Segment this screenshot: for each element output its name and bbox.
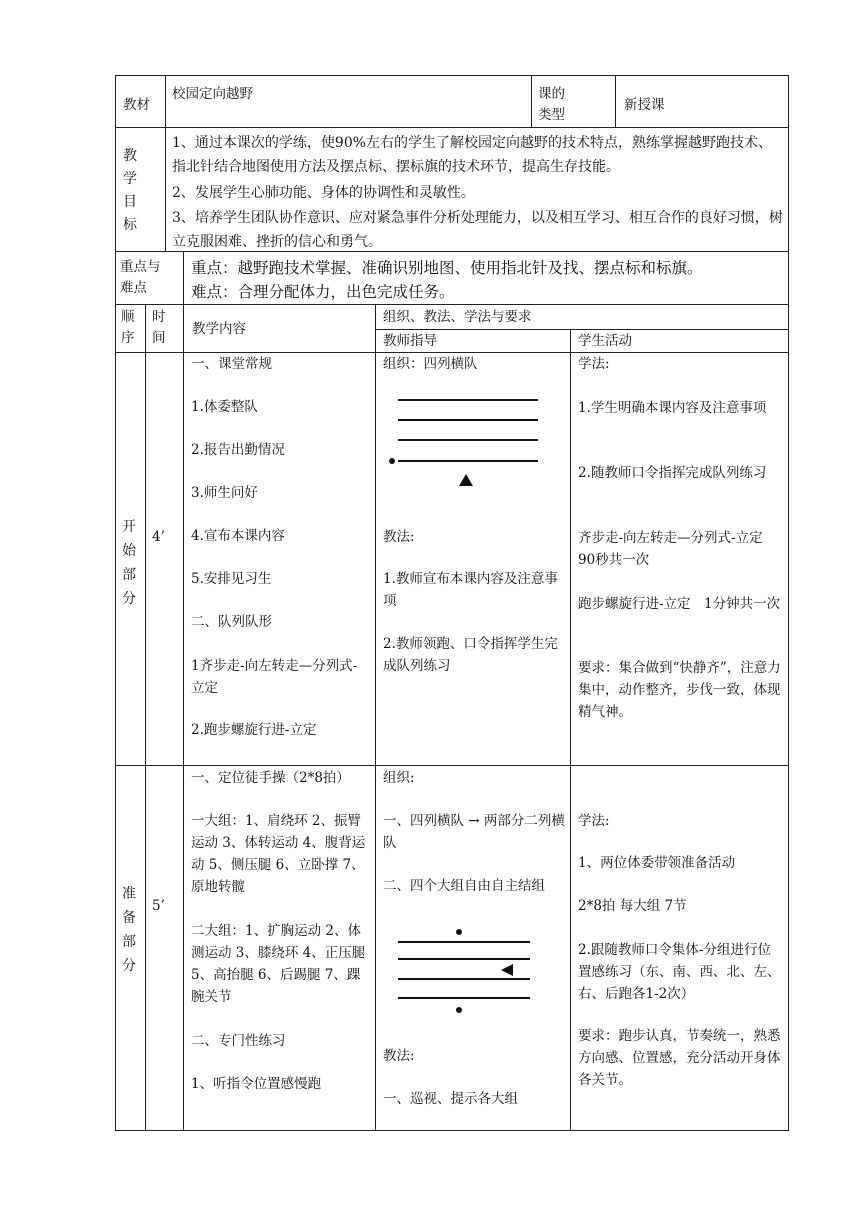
leader-dot [389, 458, 395, 464]
key-points-label: 重点与 难点 [120, 259, 161, 296]
col-org: 组织、教法、学法与要求 [383, 309, 532, 325]
teacher-method-label: 教法: [383, 1048, 415, 1064]
teacher-method: 1.教师宣布本课内容及注意事项 [383, 571, 558, 609]
teacher-method: 一、巡视、提示各大组 [383, 1091, 518, 1107]
formation-diagram-groups [395, 924, 545, 1024]
student-item: 2*8拍 每大组 7节 [578, 898, 687, 914]
table-rule [115, 352, 789, 353]
table-rule [115, 304, 789, 305]
teacher-method: 2.教师领跑、口令指挥学生完成队列练习 [383, 636, 558, 674]
material-label: 教材 [123, 97, 150, 113]
content-item: 一、课堂常规 [191, 356, 272, 372]
formation-diagram-four-rows [385, 392, 555, 492]
group-leader-dot [456, 1007, 462, 1013]
table-border [788, 75, 789, 1131]
lesson-type-value: 新授课 [624, 97, 665, 113]
student-item: 学法: [578, 813, 610, 829]
col-content: 教学内容 [192, 321, 246, 337]
section-name: 开 始 部 分 [122, 519, 136, 607]
student-item: 2.跟随教师口令集体-分组进行位置感练习（东、南、西、北、左、右、后跑各1-2次） [578, 942, 781, 1002]
table-rule [375, 329, 789, 330]
table-rule [615, 75, 616, 127]
content-item: 一大组：1、肩绕环 2、振臂运动 3、体转运动 4、腹背运动 5、侧压腿 6、立卧撑 7、原地转髋 [191, 813, 366, 895]
difficulty-point: 难点：合理分配体力，出色完成任务。 [191, 283, 455, 301]
table-rule [165, 75, 166, 127]
section-time: 4’ [152, 529, 165, 545]
teacher-method-label: 教法: [383, 529, 415, 545]
table-rule [183, 251, 184, 304]
table-border [115, 1130, 789, 1131]
table-border [115, 75, 789, 76]
teacher-org: 组织: [383, 770, 415, 786]
table-border [115, 75, 116, 1131]
key-point: 重点：越野跑技术掌握、准确识别地图、使用指北针及找、摆点标和标旗。 [191, 259, 703, 277]
group-leader-dot [456, 929, 462, 935]
section-name: 准 备 部 分 [122, 886, 136, 974]
content-item: 二、专门性练习 [191, 1033, 286, 1049]
teacher-org: 组织：四列横队 [383, 356, 478, 372]
student-item: 要求：跑步认真，节奏统一，熟悉方向感、位置感，充分活动开身体各关节。 [578, 1028, 781, 1088]
student-item: 要求：集合做到“快静齐”，注意力集中，动作整齐，步伐一致，体现精气神。 [578, 660, 781, 720]
lesson-type-label: 课的 类型 [538, 86, 565, 123]
col-time: 时 间 [152, 309, 166, 346]
table-rule [570, 329, 571, 1131]
teacher-triangle-icon [459, 474, 473, 486]
objectives-label: 教 学 目 标 [123, 148, 137, 233]
content-item: 2.报告出勤情况 [191, 442, 285, 458]
table-rule [183, 304, 184, 1131]
content-item: 4.宣布本课内容 [191, 528, 285, 544]
content-item: 5.安排见习生 [191, 571, 272, 587]
content-item: 1.体委整队 [191, 399, 258, 415]
objectives-item-1: 1、通过本课次的学练，使90%左右的学生了解校园定向越野的技术特点，熟练掌握越野跑技术、指北针结合地图使用方法及摆点标、摆标旗的技术环节，提高生存技能。 [172, 135, 773, 175]
table-rule [115, 765, 789, 766]
student-item: 2.随教师口令指挥完成队列练习 [578, 465, 767, 481]
teacher-triangle-left-icon [501, 964, 513, 976]
content-item: 一、定位徒手操（2*8拍） [191, 770, 350, 786]
table-rule [115, 127, 789, 128]
table-rule [531, 75, 532, 127]
student-item: 跑步螺旋行进-立定 1分钟共一次 [578, 596, 781, 612]
objectives-item-3: 3、培养学生团队协作意识、应对紧急事件分析处理能力，以及相互学习、相互合作的良好习惯，树立克服困难、挫折的信心和勇气。 [172, 210, 783, 250]
content-item: 二、队列队形 [191, 614, 272, 630]
student-item: 1.学生明确本课内容及注意事项 [578, 400, 767, 416]
content-item: 二大组：1、扩胸运动 2、体测运动 3、膝绕环 4、正压腿 5、高抬腿 6、后踢腿 7、踝腕关节 [191, 923, 366, 1005]
col-order: 顺 序 [121, 309, 135, 346]
table-rule [375, 304, 376, 1131]
table-rule [165, 127, 166, 251]
content-item: 2.跑步螺旋行进-立定 [191, 722, 317, 738]
teacher-org-item: 二、四个大组自由自主结组 [383, 878, 545, 894]
material-value: 校园定向越野 [172, 86, 253, 102]
col-teacher: 教师指导 [383, 333, 437, 349]
teacher-org-item: 一、四列横队 → 两部分二列横队 [383, 813, 565, 851]
content-item: 1、听指令位置感慢跑 [191, 1076, 322, 1092]
objectives-item-2: 2、发展学生心肺功能、身体的协调性和灵敏性。 [172, 185, 475, 201]
content-item: 3.师生问好 [191, 485, 258, 501]
student-item: 学法: [578, 356, 610, 372]
content-item: 1齐步走-向左转走—分列式-立定 [191, 658, 358, 696]
student-item: 1、两位体委带领准备活动 [578, 855, 736, 871]
table-rule [145, 304, 146, 1131]
student-item: 齐步走-向左转走—分列式-立定 90秒共一次 [578, 530, 777, 568]
col-student: 学生活动 [578, 333, 632, 349]
section-time: 5’ [152, 898, 165, 914]
